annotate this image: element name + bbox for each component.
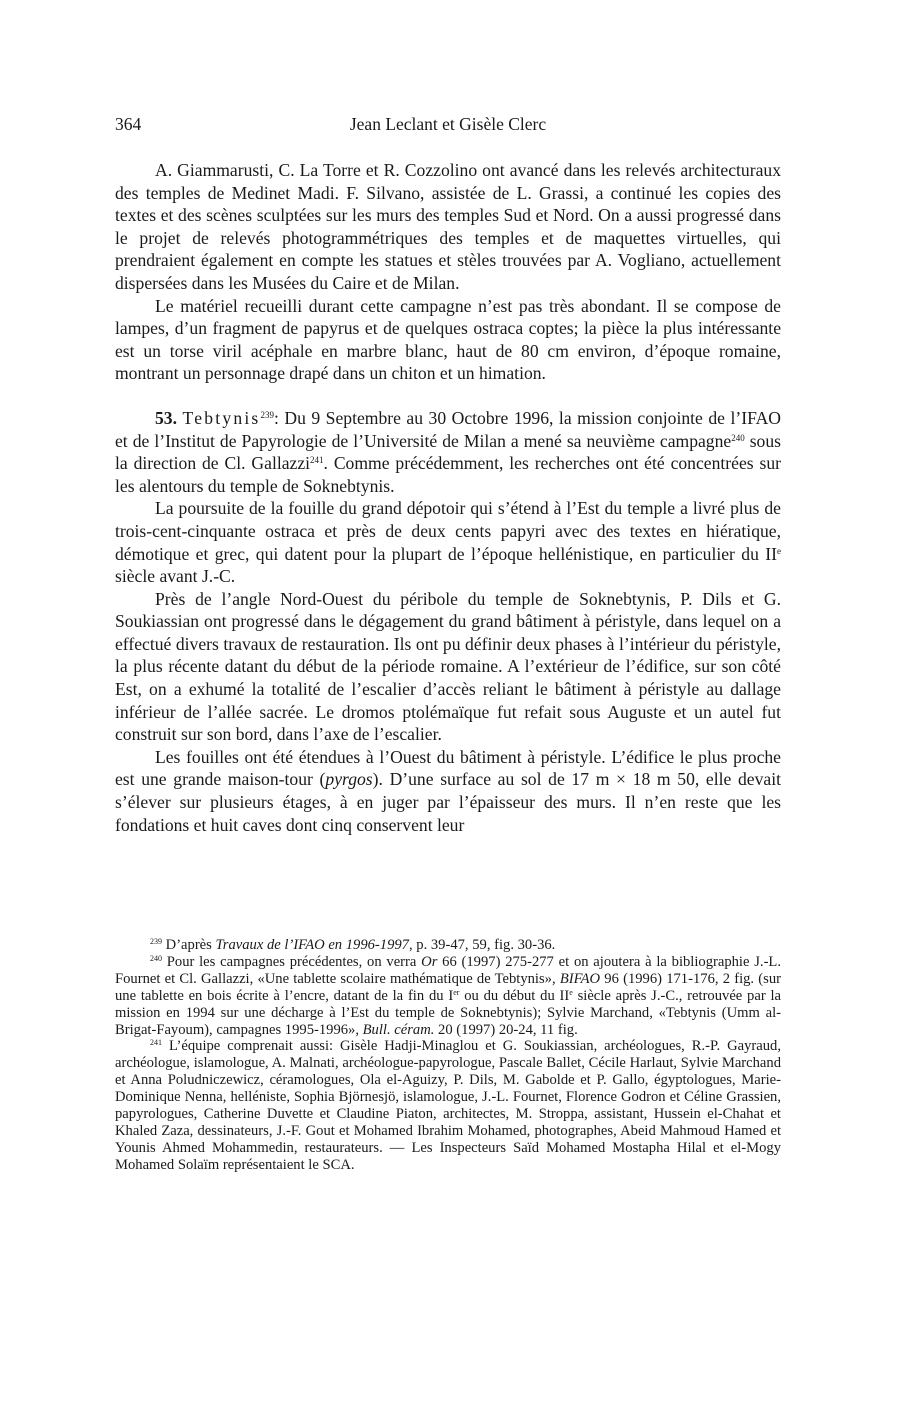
footnote-text: , p. 39-47, 59, fig. 30-36. <box>408 937 556 953</box>
footnotes <box>115 937 781 1174</box>
footnote-ref-240: 240 <box>731 432 745 443</box>
paragraph-peristyle-building: Près de l’angle Nord-Ouest du péribole du temple de Soknebtynis, P. Dils et G. Soukiassian ont progressé dans le dégagement du grand bâtiment à péristyle, dans lequel on a effectué divers travaux de restauration. Ils ont pu définir deux phases à l’intérieur du péristyle, la plus récente datant du début de la période romaine. A l’extérieur de l’édifice, sur son côté Est, on a exhumé la totalité de l’escalier d’accès reliant le bâtiment à péristyle au dallage inférieur de l’allée sacrée. Le dromos ptolémaïque fut refait sous Auguste et un autel fut construit sur son bord, dans l’axe de l’escalier. <box>115 588 781 745</box>
paragraph-text: : Du 9 Septembre au 30 Octobre 1996, la mission conjointe de l’IFAO et de l’Institut de Papyrologie de l’Université de Milan a mené sa neuvième campagne <box>115 407 781 451</box>
footnote-text: 96 (1996) 171-176, 2 fig. (sur une tablette en bois écrite à l’encre, datant de la fin du I <box>115 970 781 1004</box>
footnote-text: ou du début du II <box>459 987 570 1004</box>
paragraph-tebtynis-intro <box>115 407 781 497</box>
page-header <box>115 114 781 140</box>
footnote-text: L’équipe comprenait aussi: Gisèle Hadji-Minaglou et G. Soukiassian, archéologues, R.-P. Gayraud, archéologue, islamologue, A. Malnati, archéologue-papyrologue, Pascale Ballet, Cécile Harlaut, Sylvie Marchand et Anna Poludniczewicz, céramologues, Ola el-Aguizy, P. Dils, M. Gabolde et P. Gallo, égyptologues, Marie-Dominique Nenna, helléniste, Sophia Björnesjö, islamologue, J.-L. Fournet, Florence Godron et Céline Grassien, papyrologues, Catherine Duvette et Claudine Piaton, architectes, M. Stroppa, assistant, Hussein el-Chahat et Khaled Zaza, dessinateurs, J.-F. Gout et Mohamed Ibrahim Mohamed, photographes, Abeid Mahmoud Hamed et Younis Ahmed Mohammedin, restaurateurs. — Les Inspecteurs Saïd Mohamed Mostapha Hilal et el-Mogy Mohamed Solaïm représentaient le SCA. <box>115 1038 781 1173</box>
footnote-italic: BIFAO <box>559 970 601 987</box>
paragraph-text: Les fouilles ont été étendues à l’Ouest du bâtiment à péristyle. L’édifice le plus proche est une grande maison-tour ( <box>115 746 781 790</box>
footnote-240 <box>115 954 781 1039</box>
site-name: Tebtynis <box>182 407 261 428</box>
footnote-text: Pour les campagnes précédentes, on verra <box>162 953 422 970</box>
superscript: er <box>453 987 460 997</box>
paragraph-text: sous la direction de Cl. Gallazzi <box>115 430 782 474</box>
footnote-number: 239 <box>150 937 162 946</box>
footnote-241 <box>115 1038 781 1173</box>
running-title: Jean Leclant et Gisèle Clerc <box>349 114 547 134</box>
paragraph-text: ). D’une surface au sol de 17 m × 18 m 50, elle devait s’élever sur plusieurs étages, à en juger par l’épaisseur des murs. Il n’en reste que les fondations et huit caves dont cinq conservent leur <box>115 769 781 835</box>
italic-term: pyrgos <box>325 769 373 790</box>
paragraph-dump-excavation <box>115 497 781 587</box>
paragraph-text: La poursuite de la fouille du grand dépotoir qui s’étend à l’Est du temple a livré plus de trois-cent-cinquante ostraca et près de deux cents papyri avec des textes en hiératique, démotique et grec, qui datent pour la plupart de l’époque hellénistique, en particulier du II <box>115 498 781 564</box>
footnote-number: 240 <box>150 953 162 963</box>
body-text <box>115 159 781 836</box>
footnote-ref-239: 239 <box>260 409 274 420</box>
footnote-text: 20 (1997) 20-24, 11 fig. <box>434 1021 578 1038</box>
footnote-text: D’après <box>162 937 216 953</box>
paragraph-finds: Le matériel recueilli durant cette campagne n’est pas très abondant. Il se compose de lampes, d’un fragment de papyrus et de quelques ostraca coptes; la pièce la plus intéressante est un torse viril acéphale en marbre blanc, haut de 80 cm environ, d’époque romaine, montrant un personnage drapé dans un chiton et un himation. <box>115 295 781 384</box>
footnote-italic: Bull. céram. <box>362 1021 435 1038</box>
footnote-ref-241: 241 <box>310 455 324 466</box>
superscript: e <box>569 987 573 997</box>
footnote-italic: Travaux de l’IFAO en 1996-1997 <box>215 937 409 953</box>
footnote-text: siècle après J.-C., retrouvée par la mission en 1994 sur une décharge à l’Est du temple de Soknebtynis); Sylvie Marchand, «Tebtynis (Umm al-Brigat-Fayoum), campagnes 1995-1996», <box>115 987 782 1038</box>
paragraph-tower-house <box>115 746 781 836</box>
paragraph-text: . Comme précédemment, les recherches ont été concentrées sur les alentours du temple de Soknebtynis. <box>115 453 781 496</box>
paragraph-text: siècle avant J.-C. <box>115 566 236 587</box>
footnote-italic: Or <box>421 953 438 970</box>
section-number: 53. <box>155 407 177 428</box>
page-number: 364 <box>115 114 142 134</box>
footnote-text: 66 (1997) 275-277 et on ajoutera à la bibliographie J.-L. Fournet et Cl. Gallazzi, «Une tablette scolaire mathématique de Tebtynis», <box>115 953 781 987</box>
footnote-number: 241 <box>150 1038 162 1048</box>
footnote-239 <box>115 937 781 954</box>
paragraph-medinet-madi-records: A. Giammarusti, C. La Torre et R. Cozzolino ont avancé dans les relevés architecturaux des temples de Medinet Madi. F. Silvano, assistée de L. Grassi, a continué les copies des textes et des scènes sculptées sur les murs des temples Sud et Nord. On a aussi progressé dans le projet de relevés photogrammétriques des temples et de maquettes virtuelles, qui prendraient également en compte les statues et stèles trouvées par A. Vogliano, actuellement dispersées dans les Musées du Caire et de Milan. <box>115 160 781 293</box>
superscript: e <box>777 545 781 556</box>
